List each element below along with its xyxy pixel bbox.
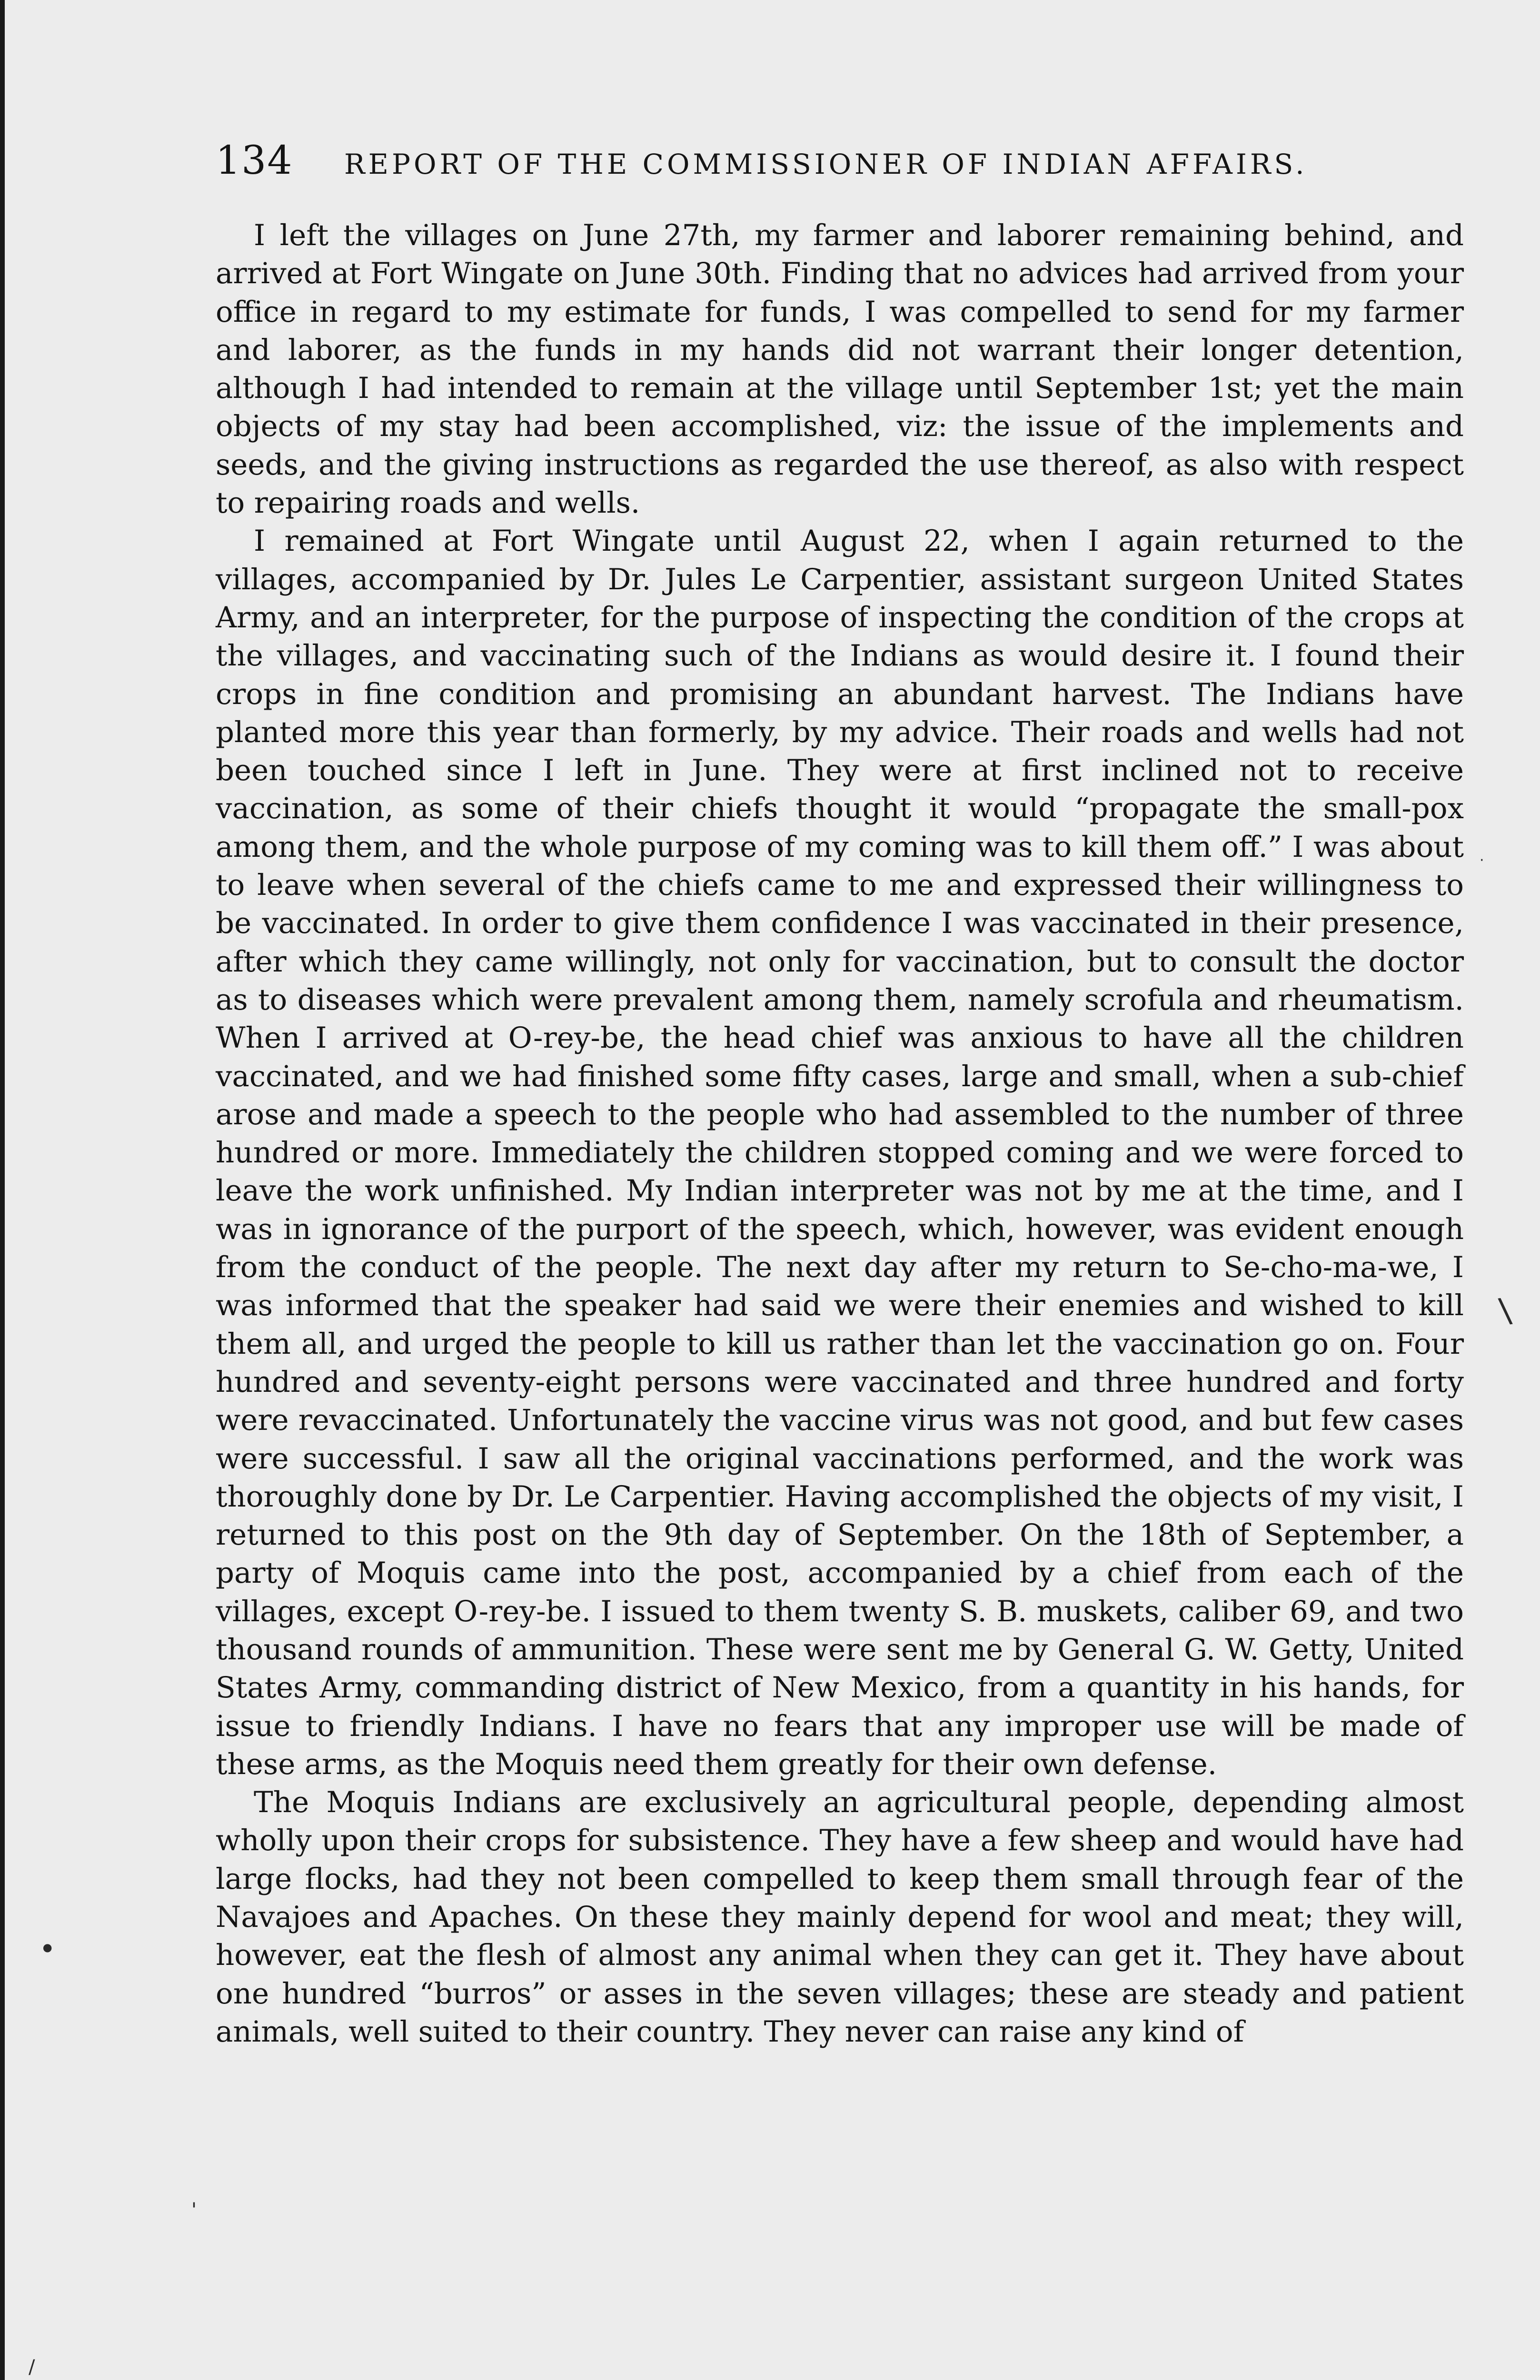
paragraph-3: The Moquis Indians are exclusively an agricultural people, depending almost wholly upon their crops for subsistence. They have a few sheep and would have had large flocks, had they not been compelled to keep them small through fear of the Navajoes and Apaches. On these they mainly depend for wool and meat; they will, however, eat the flesh of almost any animal when they can get it. They have about one hundred “burros” or asses in the seven villages; these are steady and patient animals, well suited to their country. They never can raise any kind of	[216, 1785, 1464, 2049]
page	[216, 138, 1464, 2051]
margin-stroke: \	[1497, 1290, 1514, 1331]
margin-speck-2: •	[39, 1933, 56, 1966]
margin-speck-3: '	[191, 2199, 197, 2221]
paragraph-2: I remained at Fort Wingate until August 22, when I again returned to the villages, accompanied by Dr. Jules Le Carpentier, assistant surgeon United States Army, and an interpreter, for the purpose of inspecting the condition of the crops at the villages, and vaccinating such of the Indians as would desire it. I found their crops in fine condition and promising an abundant harvest. The Indians have planted more this year than formerly, by my advice. Their roads and wells had not been touched since I left in June. They were at first inclined not to receive vaccination, as some of their chiefs thought it would “propagate the small-pox among them, and the whole purpose of my coming was to kill them off.” I was about to leave when several of the chiefs came to me and expressed their willingness to be vaccinated. In order to give them confidence I was vaccinated in their presence, after which they came willingly, not only for vaccination, but to consult the doctor as to diseases which were prevalent among them, namely scrofula and rheumatism. When I arrived at O-rey-be, the head chief was anxious to have all the children vaccinated, and we had finished some fifty cases, large and small, when a sub-chief arose and made a speech to the people who had assembled to the number of three hundred or more. Immediately the children stopped coming and we were forced to leave the work unfinished. My Indian interpreter was not by me at the time, and I was in ignorance of the purport of the speech, which, however, was evident enough from the conduct of the people. The next day after my return to Se-cho-ma-we, I was informed that the speaker had said we were their enemies and wished to kill them all, and urged the people to kill us rather than let the vaccination go on. Four hundred and seventy-eight persons were vaccinated and three hundred and forty were revaccinated. Unfortunately the vaccine virus was not good, and but few cases were successful. I saw all the original vaccinations performed, and the work was thoroughly done by Dr. Le Carpentier. Having accomplished the objects of my visit, I returned to this post on the 9th day of September. On the 18th of September, a party of Moquis came into the post, accompanied by a chief from each of the villages, except O-rey-be. I issued to them twenty S. B. muskets, caliber 69, and two thousand rounds of ammunition. These were sent me by General G. W. Getty, United States Army, commanding district of New Mexico, from a quantity in his hands, for issue to friendly Indians. I have no fears that any improper use will be made of these arms, as the Moquis need them greatly for their own defense.	[216, 524, 1464, 1781]
running-head	[216, 138, 1464, 195]
paragraph-1: I left the villages on June 27th, my farmer and laborer remaining behind, and arrived at Fort Wingate on June 30th. Finding that no advices had arrived from your office in regard to my estimate for funds, I was compelled to send for my farmer and laborer, as the funds in my hands did not warrant their longer detention, although I had intended to remain at the village until September 1st; yet the main objects of my stay had been accomplished, viz: the issue of the implements and seeds, and the giving instructions as regarded the use thereof, as also with respect to repairing roads and wells.	[216, 218, 1464, 520]
running-title: REPORT OF THE COMMISSIONER OF INDIAN AFFAIRS.	[344, 148, 1308, 180]
margin-speck-1: ·	[1480, 852, 1484, 869]
margin-speck-4: /	[29, 2356, 35, 2378]
page-number: 134	[216, 138, 293, 183]
body-text	[216, 217, 1464, 2051]
